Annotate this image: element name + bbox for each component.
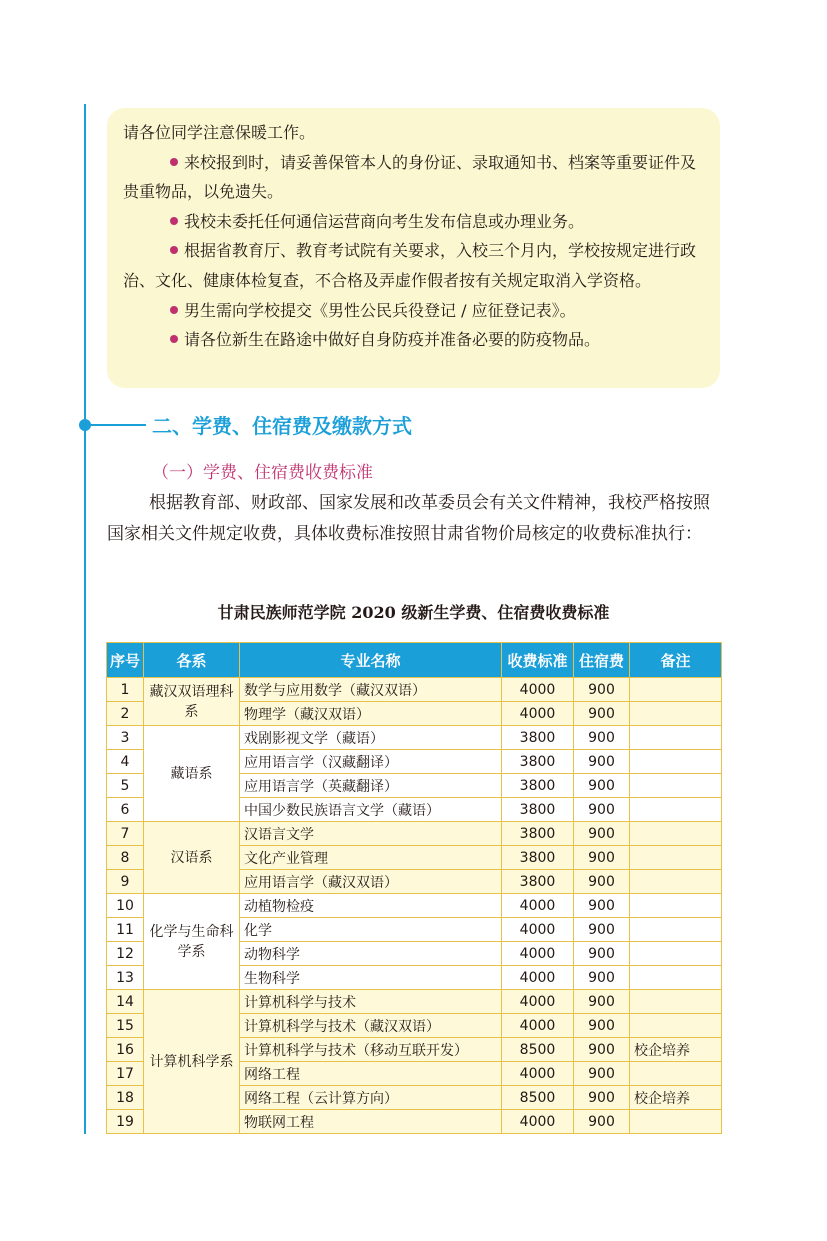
remark-cell <box>630 1014 722 1038</box>
section-title: 二、学费、住宿费及缴款方式 <box>152 414 412 438</box>
remark-cell: 校企培养 <box>630 1038 722 1062</box>
housing-cell: 900 <box>574 990 630 1014</box>
bullet-icon <box>170 217 178 225</box>
housing-cell: 900 <box>574 678 630 702</box>
tuition-cell: 8500 <box>502 1086 574 1110</box>
row-number-cell: 10 <box>107 894 144 918</box>
row-number-cell: 15 <box>107 1014 144 1038</box>
header-cell: 各系 <box>144 643 240 678</box>
housing-cell: 900 <box>574 798 630 822</box>
row-number-cell: 17 <box>107 1062 144 1086</box>
tuition-cell: 4000 <box>502 1062 574 1086</box>
major-cell: 中国少数民族语言文学（藏语） <box>240 798 502 822</box>
major-cell: 计算机科学与技术（藏汉双语） <box>240 1014 502 1038</box>
housing-cell: 900 <box>574 846 630 870</box>
row-number-cell: 5 <box>107 774 144 798</box>
section-subtitle: （一）学费、住宿费收费标准 <box>152 463 373 483</box>
major-cell: 应用语言学（藏汉双语） <box>240 870 502 894</box>
tuition-cell: 3800 <box>502 870 574 894</box>
row-number-cell: 12 <box>107 942 144 966</box>
department-cell: 藏语系 <box>144 726 240 822</box>
housing-cell: 900 <box>574 1014 630 1038</box>
notice-item: 来校报到时，请妥善保管本人的身份证、录取通知书、档案等重要证件及贵重物品，以免遗失。 <box>123 152 697 202</box>
department-cell: 汉语系 <box>144 822 240 894</box>
row-number-cell: 1 <box>107 678 144 702</box>
remark-cell <box>630 942 722 966</box>
row-number-cell: 6 <box>107 798 144 822</box>
header-cell: 序号 <box>107 643 144 678</box>
table-header-row <box>107 643 722 678</box>
header-cell: 专业名称 <box>240 643 502 678</box>
housing-cell: 900 <box>574 870 630 894</box>
major-cell: 应用语言学（汉藏翻译） <box>240 750 502 774</box>
section-paragraph: 根据教育部、财政部、国家发展和改革委员会有关文件精神，我校严格按照国家相关文件规定收费，具体收费标准按照甘肃省物价局核定的收费标准执行： <box>107 493 710 544</box>
housing-cell: 900 <box>574 1038 630 1062</box>
major-cell: 汉语言文学 <box>240 822 502 846</box>
table-row <box>107 678 722 702</box>
header-cell: 收费标准 <box>502 643 574 678</box>
notice-item: 请各位新生在路途中做好自身防疫并准备必要的防疫物品。 <box>123 325 702 355</box>
bullet-icon <box>170 335 178 343</box>
tuition-cell: 3800 <box>502 822 574 846</box>
row-number-cell: 4 <box>107 750 144 774</box>
tuition-cell: 8500 <box>502 1038 574 1062</box>
notice-box <box>107 108 720 388</box>
table-row <box>107 990 722 1014</box>
remark-cell <box>630 774 722 798</box>
row-number-cell: 8 <box>107 846 144 870</box>
bullet-icon <box>170 306 178 314</box>
tuition-cell: 4000 <box>502 678 574 702</box>
tuition-cell: 4000 <box>502 1110 574 1134</box>
remark-cell <box>630 846 722 870</box>
tuition-cell: 3800 <box>502 774 574 798</box>
row-number-cell: 19 <box>107 1110 144 1134</box>
housing-cell: 900 <box>574 1086 630 1110</box>
bullet-icon <box>170 246 178 254</box>
notice-item: 根据省教育厅、教育考试院有关要求，入校三个月内，学校按规定进行政治、文化、健康体检复查，不合格及弄虚作假者按有关规定取消入学资格。 <box>123 241 697 290</box>
table-title: 甘肃民族师范学院 2020 级新生学费、住宿费收费标准 <box>217 603 610 622</box>
tuition-cell: 4000 <box>502 702 574 726</box>
major-cell: 数学与应用数学（藏汉双语） <box>240 678 502 702</box>
major-cell: 物联网工程 <box>240 1110 502 1134</box>
remark-cell <box>630 1110 722 1134</box>
header-cell: 住宿费 <box>574 643 630 678</box>
housing-cell: 900 <box>574 1110 630 1134</box>
major-cell: 戏剧影视文学（藏语） <box>240 726 502 750</box>
housing-cell: 900 <box>574 774 630 798</box>
tuition-cell: 3800 <box>502 846 574 870</box>
remark-cell <box>630 726 722 750</box>
row-number-cell: 14 <box>107 990 144 1014</box>
remark-cell <box>630 678 722 702</box>
table-row <box>107 894 722 918</box>
remark-cell <box>630 822 722 846</box>
notice-item: 我校未委托任何通信运营商向考生发布信息或办理业务。 <box>123 207 702 237</box>
fee-table <box>106 642 722 1134</box>
housing-cell: 900 <box>574 918 630 942</box>
remark-cell <box>630 798 722 822</box>
department-cell: 藏汉双语理科系 <box>144 678 240 726</box>
remark-cell <box>630 966 722 990</box>
major-cell: 计算机科学与技术 <box>240 990 502 1014</box>
tuition-cell: 4000 <box>502 966 574 990</box>
department-cell: 化学与生命科学系 <box>144 894 240 990</box>
remark-cell <box>630 894 722 918</box>
remark-cell <box>630 1062 722 1086</box>
notice-item: 男生需向学校提交《男性公民兵役登记 / 应征登记表》。 <box>123 296 702 326</box>
tuition-cell: 3800 <box>502 726 574 750</box>
remark-cell <box>630 990 722 1014</box>
major-cell: 生物科学 <box>240 966 502 990</box>
tuition-cell: 4000 <box>502 942 574 966</box>
table-body <box>107 678 722 1134</box>
housing-cell: 900 <box>574 726 630 750</box>
notice-line: 请各位同学注意保暖工作。 <box>123 123 316 142</box>
tuition-cell: 4000 <box>502 894 574 918</box>
major-cell: 动植物检疫 <box>240 894 502 918</box>
housing-cell: 900 <box>574 1062 630 1086</box>
major-cell: 文化产业管理 <box>240 846 502 870</box>
tuition-cell: 4000 <box>502 918 574 942</box>
remark-cell <box>630 702 722 726</box>
header-cell: 备注 <box>630 643 722 678</box>
remark-cell: 校企培养 <box>630 1086 722 1110</box>
row-number-cell: 3 <box>107 726 144 750</box>
major-cell: 应用语言学（英藏翻译） <box>240 774 502 798</box>
major-cell: 计算机科学与技术（移动互联开发） <box>240 1038 502 1062</box>
remark-cell <box>630 870 722 894</box>
remark-cell <box>630 750 722 774</box>
major-cell: 网络工程 <box>240 1062 502 1086</box>
row-number-cell: 18 <box>107 1086 144 1110</box>
row-number-cell: 11 <box>107 918 144 942</box>
row-number-cell: 16 <box>107 1038 144 1062</box>
housing-cell: 900 <box>574 822 630 846</box>
major-cell: 物理学（藏汉双语） <box>240 702 502 726</box>
tuition-cell: 4000 <box>502 1014 574 1038</box>
bullet-icon <box>170 158 178 166</box>
major-cell: 网络工程（云计算方向） <box>240 1086 502 1110</box>
housing-cell: 900 <box>574 966 630 990</box>
row-number-cell: 7 <box>107 822 144 846</box>
tuition-cell: 4000 <box>502 990 574 1014</box>
tuition-cell: 3800 <box>502 798 574 822</box>
housing-cell: 900 <box>574 702 630 726</box>
housing-cell: 900 <box>574 894 630 918</box>
housing-cell: 900 <box>574 942 630 966</box>
row-number-cell: 9 <box>107 870 144 894</box>
section-connector <box>90 424 146 426</box>
table-row <box>107 822 722 846</box>
row-number-cell: 13 <box>107 966 144 990</box>
department-cell: 计算机科学系 <box>144 990 240 1134</box>
housing-cell: 900 <box>574 750 630 774</box>
left-vertical-rule <box>84 104 86 1134</box>
major-cell: 化学 <box>240 918 502 942</box>
tuition-cell: 3800 <box>502 750 574 774</box>
row-number-cell: 2 <box>107 702 144 726</box>
remark-cell <box>630 918 722 942</box>
major-cell: 动物科学 <box>240 942 502 966</box>
table-row <box>107 726 722 750</box>
